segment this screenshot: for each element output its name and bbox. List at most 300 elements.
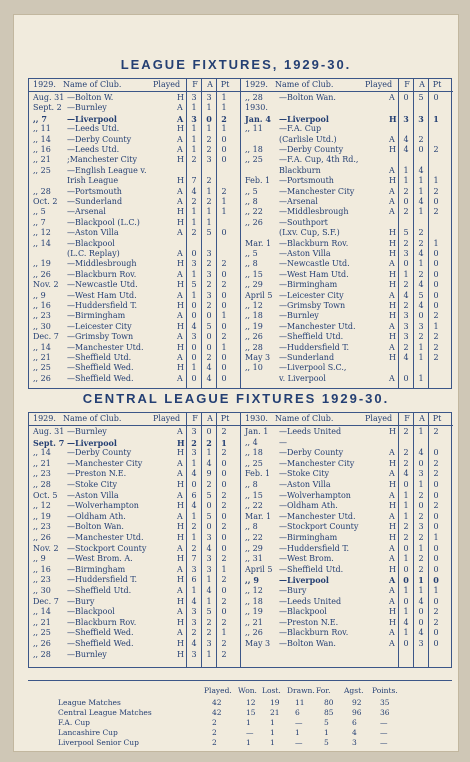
fixture-club: —Newcastle Utd. bbox=[67, 280, 138, 290]
fixture-club: —Blackburn Rov. bbox=[67, 269, 137, 279]
fixture-points: 1 bbox=[221, 124, 227, 134]
fixture-row bbox=[29, 459, 241, 469]
fixture-date: ,, 16 bbox=[33, 301, 51, 310]
fixture-club: —Leeds United bbox=[279, 427, 342, 436]
fixture-venue: H bbox=[389, 501, 396, 511]
fixture-venue: A bbox=[389, 321, 395, 331]
fixture-row bbox=[29, 218, 241, 228]
fixture-club: (L.C. Replay) bbox=[67, 249, 120, 258]
fixture-date: Aug. 31 bbox=[33, 93, 65, 102]
header-pt: Pt bbox=[432, 414, 442, 423]
fixture-against: 1 bbox=[206, 575, 212, 585]
fixture-against: 2 bbox=[206, 259, 212, 269]
fixture-points: 0 bbox=[221, 480, 227, 489]
fixture-date: Sept. 2 bbox=[33, 103, 62, 113]
fixture-venue: A bbox=[177, 186, 183, 196]
fixture-for: 1 bbox=[191, 134, 197, 144]
fixture-date: ,, 30 bbox=[33, 321, 51, 331]
fixture-venue: A bbox=[177, 564, 183, 574]
fixture-row bbox=[241, 197, 453, 207]
summary-value: 19 bbox=[270, 698, 280, 707]
fixture-club: —Sunderland bbox=[67, 197, 123, 206]
fixture-venue: H bbox=[177, 259, 184, 269]
fixture-points: 0 bbox=[221, 321, 227, 331]
summary-value: 1 bbox=[270, 728, 275, 737]
fixture-for: 3 bbox=[191, 564, 197, 574]
fixture-for: 1 bbox=[403, 628, 409, 638]
fixture-against: 2 bbox=[418, 554, 424, 564]
fixture-row bbox=[241, 249, 453, 259]
fixture-for: 2 bbox=[191, 628, 197, 638]
fixture-club: —Liverpool bbox=[67, 437, 117, 448]
fixture-against: 5 bbox=[206, 607, 212, 617]
fixture-points: 2 bbox=[221, 596, 227, 606]
fixture-venue: H bbox=[389, 564, 396, 574]
fixture-row bbox=[29, 197, 241, 207]
fixture-for: 2 bbox=[403, 301, 409, 310]
summary-value: 35 bbox=[380, 698, 390, 707]
fixture-against: 3 bbox=[206, 269, 212, 279]
fixture-date: Mar. 1 bbox=[245, 238, 272, 248]
fixture-row bbox=[29, 353, 241, 363]
fixture-against: 4 bbox=[418, 280, 424, 290]
fixture-row bbox=[241, 522, 453, 532]
fixture-against: 3 bbox=[418, 522, 424, 532]
fixture-for: 0 bbox=[191, 373, 197, 383]
fixture-row bbox=[29, 145, 241, 155]
summary-value: 42 bbox=[212, 698, 222, 707]
fixture-for: 6 bbox=[191, 490, 197, 500]
fixture-venue: A bbox=[177, 249, 183, 258]
fixture-date: ,, 30 bbox=[33, 586, 51, 595]
fixture-date: ,, 31 bbox=[245, 554, 263, 564]
fixture-points: 0 bbox=[433, 448, 439, 458]
fixtures-column-left bbox=[29, 79, 241, 388]
fixture-for: 2 bbox=[403, 342, 409, 352]
fixture-against: 4 bbox=[418, 249, 424, 258]
summary-value: 96 bbox=[352, 708, 362, 717]
fixture-for: 1 bbox=[403, 586, 409, 595]
fixture-against: 4 bbox=[418, 448, 424, 458]
fixture-against: 2 bbox=[418, 490, 424, 500]
fixture-for: 1 bbox=[403, 501, 409, 511]
fixture-points: 1 bbox=[221, 311, 227, 321]
fixture-row bbox=[241, 145, 453, 155]
summary-value: 92 bbox=[352, 698, 362, 707]
fixture-club: —Derby County bbox=[67, 448, 132, 458]
fixture-venue: H bbox=[177, 207, 184, 217]
fixture-date: Sept. 7 bbox=[33, 437, 65, 448]
fixture-venue: A bbox=[389, 469, 395, 479]
fixture-date: Mar. 1 bbox=[245, 511, 272, 521]
fixture-against: 5 bbox=[206, 321, 212, 331]
summary-value: 5 bbox=[324, 718, 329, 727]
fixture-row bbox=[29, 103, 241, 113]
fixture-points: 0 bbox=[433, 554, 439, 564]
fixture-club: —Blackburn Rov. bbox=[67, 617, 137, 627]
fixture-points: 0 bbox=[433, 575, 439, 586]
fixture-venue: A bbox=[177, 290, 183, 300]
fixture-against: 1 bbox=[418, 373, 424, 383]
summary-label: Liverpool Senior Cup bbox=[58, 738, 139, 747]
summary-value: 11 bbox=[295, 698, 305, 707]
summary-row bbox=[58, 738, 438, 748]
fixture-date: ,, 19 bbox=[245, 607, 263, 617]
fixture-club: —Newcastle Utd. bbox=[279, 259, 350, 269]
fixture-venue: A bbox=[177, 228, 183, 238]
fixture-points: 0 bbox=[221, 228, 227, 238]
fixture-club: —Leeds Utd. bbox=[67, 145, 120, 154]
column-header bbox=[29, 414, 241, 424]
summary-value: 15 bbox=[246, 708, 256, 717]
fixture-club: —Huddersfield T. bbox=[67, 301, 138, 310]
fixture-for: 4 bbox=[191, 321, 197, 331]
fixture-for: 2 bbox=[191, 543, 197, 553]
summary-header bbox=[58, 686, 438, 696]
fixture-against: 1 bbox=[418, 353, 424, 362]
fixture-points: 2 bbox=[221, 649, 227, 659]
fixture-club: —Sheffield Wed. bbox=[67, 363, 134, 373]
league-fixtures-table bbox=[28, 78, 452, 389]
fixture-for: 4 bbox=[191, 186, 197, 196]
header-played: Played bbox=[365, 414, 393, 423]
fixture-club: — bbox=[279, 437, 287, 447]
fixture-row bbox=[241, 459, 453, 469]
fixture-for: 4 bbox=[191, 639, 197, 648]
fixture-against: 0 bbox=[418, 458, 424, 468]
fixture-venue: A bbox=[177, 607, 183, 617]
fixture-club: —West Brom. A. bbox=[67, 554, 133, 564]
summary-value: 5 bbox=[324, 738, 329, 747]
fixture-date: ,, 28 bbox=[245, 342, 263, 352]
league-title: LEAGUE FIXTURES, 1929-30. bbox=[120, 57, 352, 72]
fixture-row bbox=[241, 301, 453, 311]
fixture-row bbox=[241, 124, 453, 134]
fixture-row bbox=[29, 586, 241, 596]
fixture-club: —Manchester City bbox=[279, 458, 355, 468]
fixture-venue: A bbox=[389, 134, 395, 144]
fixture-club: —Blackpool bbox=[279, 607, 327, 617]
fixture-venue: A bbox=[177, 628, 183, 638]
fixture-venue: H bbox=[177, 155, 184, 165]
fixture-against: 3 bbox=[206, 533, 212, 542]
fixture-for: 1 bbox=[191, 586, 197, 595]
fixture-date: April 5 bbox=[245, 290, 273, 300]
fixture-club: —Stockport County bbox=[279, 522, 359, 532]
fixture-against: 0 bbox=[418, 501, 424, 511]
fixture-for: 3 bbox=[403, 249, 409, 258]
fixture-for: 1 bbox=[403, 607, 409, 617]
fixture-points: 2 bbox=[221, 280, 227, 290]
fixture-club: —Bolton Wan. bbox=[279, 639, 336, 648]
fixture-points: 0 bbox=[433, 522, 439, 532]
summary-header-cell: Drawn. bbox=[287, 686, 315, 695]
fixture-for: 0 bbox=[403, 639, 409, 648]
fixture-date: ,, 7 bbox=[33, 113, 47, 124]
fixture-club: —Preston N.E. bbox=[279, 617, 339, 627]
fixture-against: 2 bbox=[206, 617, 212, 627]
fixture-row bbox=[29, 639, 241, 649]
header-played: Played bbox=[153, 80, 181, 89]
fixture-points: 1 bbox=[433, 533, 439, 542]
fixture-venue: A bbox=[389, 448, 395, 458]
fixture-against: 5 bbox=[418, 93, 424, 102]
fixture-club: v. Liverpool bbox=[279, 373, 326, 383]
fixture-date: ,, 18 bbox=[245, 596, 263, 606]
fixture-for: 0 bbox=[403, 259, 409, 269]
fixture-against: 2 bbox=[206, 176, 212, 186]
fixture-venue: H bbox=[177, 639, 184, 648]
fixture-points: 0 bbox=[433, 490, 439, 500]
fixture-against: 0 bbox=[418, 617, 424, 627]
fixture-points: 1 bbox=[433, 176, 439, 186]
fixture-club: —Blackpool (L.C.) bbox=[67, 217, 140, 227]
fixture-for: 0 bbox=[191, 311, 197, 321]
fixture-points: 0 bbox=[433, 564, 439, 574]
fixture-club: —Leicester City bbox=[67, 321, 132, 331]
fixture-venue: A bbox=[389, 628, 395, 638]
summary-header-cell: Points. bbox=[372, 686, 398, 695]
fixture-for: 2 bbox=[403, 238, 409, 248]
fixture-venue: A bbox=[389, 165, 395, 175]
fixture-for: 3 bbox=[191, 93, 197, 102]
fixture-points: 1 bbox=[433, 238, 439, 248]
fixture-points: 0 bbox=[221, 586, 227, 595]
fixture-venue: H bbox=[177, 649, 184, 659]
fixture-club: —Leeds Utd. bbox=[67, 124, 120, 134]
fixture-row bbox=[241, 135, 453, 145]
fixture-date: ,, 4 bbox=[245, 437, 258, 447]
fixture-date: ,, 26 bbox=[33, 373, 51, 383]
fixture-against: 0 bbox=[206, 522, 212, 532]
fixture-club: —English League v. bbox=[67, 165, 147, 175]
fixture-club: —Sheffield Utd. bbox=[67, 586, 132, 595]
fixture-date: ,, 19 bbox=[245, 321, 263, 331]
fixture-points: 0 bbox=[433, 259, 439, 269]
fixture-date: ,, 26 bbox=[33, 269, 51, 279]
fixture-for: 2 bbox=[191, 522, 197, 532]
fixture-for: 0 bbox=[403, 596, 409, 606]
fixture-date: ,, 26 bbox=[245, 628, 263, 638]
summary-value: 2 bbox=[212, 738, 217, 747]
fixture-for: 4 bbox=[403, 290, 409, 300]
fixture-club: —Stoke City bbox=[67, 480, 118, 489]
fixture-venue: H bbox=[389, 617, 396, 627]
summary-rule bbox=[28, 680, 452, 681]
header-f: F bbox=[192, 414, 198, 423]
fixture-date: ,, 10 bbox=[245, 363, 263, 373]
fixture-for: 3 bbox=[191, 113, 197, 124]
fixture-club: —Bury bbox=[279, 586, 307, 595]
fixture-points: 2 bbox=[433, 145, 439, 154]
fixture-date: ,, 15 bbox=[245, 490, 263, 500]
fixture-points: 2 bbox=[433, 332, 439, 342]
fixture-points: 0 bbox=[433, 543, 439, 553]
fixture-row bbox=[241, 438, 453, 448]
fixture-against: 2 bbox=[418, 533, 424, 542]
fixture-against: 4 bbox=[206, 363, 212, 373]
fixture-club: —Portsmouth bbox=[67, 186, 122, 196]
fixture-against: 1 bbox=[418, 575, 424, 586]
fixture-against: 5 bbox=[418, 290, 424, 300]
header-played: Played bbox=[153, 414, 181, 423]
fixture-against: 0 bbox=[418, 145, 424, 154]
header-pt: Pt bbox=[220, 414, 230, 423]
fixture-club: Blackburn bbox=[279, 165, 321, 175]
fixture-club: —Preston N.E. bbox=[67, 469, 127, 479]
fixture-row bbox=[29, 239, 241, 249]
fixture-club: —Birmingham bbox=[279, 533, 338, 542]
fixture-for: 0 bbox=[191, 342, 197, 352]
header-f: F bbox=[404, 414, 410, 423]
fixture-for: 0 bbox=[403, 373, 409, 383]
fixture-club: —Sheffield Utd. bbox=[279, 564, 344, 574]
fixture-against: 3 bbox=[206, 249, 212, 258]
fixture-row bbox=[241, 228, 453, 238]
fixture-club: —Sheffield Wed. bbox=[67, 628, 134, 638]
fixture-points: 0 bbox=[221, 533, 227, 542]
fixture-row bbox=[29, 607, 241, 617]
fixture-row bbox=[29, 207, 241, 217]
fixture-row bbox=[29, 135, 241, 145]
fixture-against: 1 bbox=[418, 259, 424, 269]
summary-value: — bbox=[295, 718, 303, 727]
summary-label: League Matches bbox=[58, 698, 121, 707]
fixture-date: ,, 14 bbox=[33, 448, 51, 458]
summary-row bbox=[58, 718, 438, 728]
fixture-venue: A bbox=[177, 543, 183, 553]
fixture-for: 1 bbox=[403, 165, 409, 175]
fixture-against: 3 bbox=[206, 93, 212, 102]
fixture-against: 0 bbox=[418, 311, 424, 321]
table-center-divider bbox=[240, 413, 241, 667]
fixture-venue: H bbox=[389, 332, 396, 342]
fixture-date: ,, 25 bbox=[245, 155, 263, 165]
fixture-points: 2 bbox=[221, 617, 227, 627]
fixture-row bbox=[241, 575, 453, 585]
fixture-against: 4 bbox=[206, 586, 212, 595]
fixture-against: 4 bbox=[418, 596, 424, 606]
summary-value: 36 bbox=[380, 708, 390, 717]
fixture-date: ,, 8 bbox=[245, 197, 258, 206]
fixture-for: 3 bbox=[403, 113, 409, 124]
fixture-points: 2 bbox=[433, 427, 439, 436]
summary-value: 1 bbox=[295, 728, 300, 737]
summary-value: 1 bbox=[246, 718, 251, 727]
summary-value: 2 bbox=[212, 728, 217, 737]
fixture-club: —Burnley bbox=[279, 311, 319, 321]
fixture-against: 2 bbox=[206, 145, 212, 154]
fixture-venue: A bbox=[389, 575, 396, 586]
fixture-venue: A bbox=[389, 186, 395, 196]
fixture-venue: H bbox=[177, 342, 184, 352]
header-pt: Pt bbox=[220, 80, 230, 89]
fixture-for: 4 bbox=[403, 469, 409, 479]
fixture-for: 1 bbox=[191, 533, 197, 542]
fixture-against: 2 bbox=[206, 301, 212, 310]
fixture-points: 0 bbox=[221, 511, 227, 521]
fixture-card bbox=[13, 14, 459, 752]
fixture-against: 1 bbox=[418, 586, 424, 595]
fixture-for: 2 bbox=[403, 280, 409, 290]
fixture-date: ,, 21 bbox=[33, 155, 51, 165]
fixture-against: 4 bbox=[206, 458, 212, 468]
fixture-points: 0 bbox=[221, 155, 227, 165]
fixture-points: 0 bbox=[221, 145, 227, 154]
fixture-against: 2 bbox=[418, 134, 424, 144]
fixture-date: Aug. 31 bbox=[33, 427, 65, 436]
fixture-venue: H bbox=[389, 353, 396, 362]
fixture-date: ,, 11 bbox=[33, 124, 51, 134]
summary-row bbox=[58, 708, 438, 718]
fixture-date: ,, 11 bbox=[245, 124, 263, 134]
fixture-points: 0 bbox=[433, 249, 439, 258]
header-year: 1929. bbox=[245, 80, 268, 89]
fixture-points: 2 bbox=[221, 113, 227, 124]
fixture-row bbox=[241, 607, 453, 617]
fixture-against: 3 bbox=[206, 290, 212, 300]
fixture-points: 1 bbox=[221, 197, 227, 206]
fixture-points: 2 bbox=[433, 458, 439, 468]
fixture-date: Dec. 7 bbox=[33, 332, 59, 342]
fixture-row bbox=[241, 427, 453, 437]
fixture-date: ,, 5 bbox=[33, 207, 46, 217]
fixture-date: ,, 18 bbox=[245, 311, 263, 321]
fixture-date: ,, 21 bbox=[245, 617, 263, 627]
fixture-against: 5 bbox=[206, 511, 212, 521]
summary-label: Lancashire Cup bbox=[58, 728, 118, 737]
fixture-club: —Grimsby Town bbox=[67, 332, 134, 342]
header-played: Played bbox=[365, 80, 393, 89]
fixture-club: (Lxv. Cup, S.F.) bbox=[279, 228, 340, 238]
fixture-row bbox=[241, 512, 453, 522]
fixture-venue: H bbox=[389, 458, 396, 468]
fixture-club: —Manchester Utd. bbox=[279, 321, 356, 331]
fixture-row bbox=[29, 280, 241, 290]
fixture-points: 0 bbox=[221, 363, 227, 373]
header-a: A bbox=[207, 80, 213, 89]
fixture-date: ,, 19 bbox=[33, 511, 51, 521]
fixture-for: 1 bbox=[191, 217, 197, 227]
fixture-venue: A bbox=[389, 490, 395, 500]
fixture-against: 0 bbox=[206, 501, 212, 511]
fixture-venue: A bbox=[389, 93, 395, 102]
header-f: F bbox=[404, 80, 410, 89]
fixture-club: —Liverpool bbox=[67, 113, 117, 124]
fixture-for: 4 bbox=[191, 469, 197, 479]
fixture-date: ,, 23 bbox=[33, 575, 51, 585]
summary-value: 12 bbox=[246, 698, 256, 707]
summary-row bbox=[58, 698, 438, 708]
column-header bbox=[241, 414, 453, 424]
fixture-against: 2 bbox=[206, 628, 212, 638]
fixture-venue: H bbox=[389, 280, 396, 290]
fixture-date: ,, 5 bbox=[245, 186, 258, 196]
fixture-points: 1 bbox=[221, 93, 227, 102]
fixture-against: 2 bbox=[418, 238, 424, 248]
fixture-venue: A bbox=[177, 353, 183, 362]
fixture-row bbox=[241, 103, 453, 113]
fixture-against: 1 bbox=[418, 186, 424, 196]
fixture-venue: A bbox=[389, 586, 395, 595]
fixture-venue: H bbox=[177, 533, 184, 542]
fixture-date: ,, 29 bbox=[245, 543, 263, 553]
header-year: 1929. bbox=[33, 80, 56, 89]
fixture-for: 4 bbox=[191, 501, 197, 511]
fixture-for: 2 bbox=[403, 522, 409, 532]
fixture-points: 0 bbox=[221, 134, 227, 144]
fixture-points: 1 bbox=[221, 564, 227, 574]
